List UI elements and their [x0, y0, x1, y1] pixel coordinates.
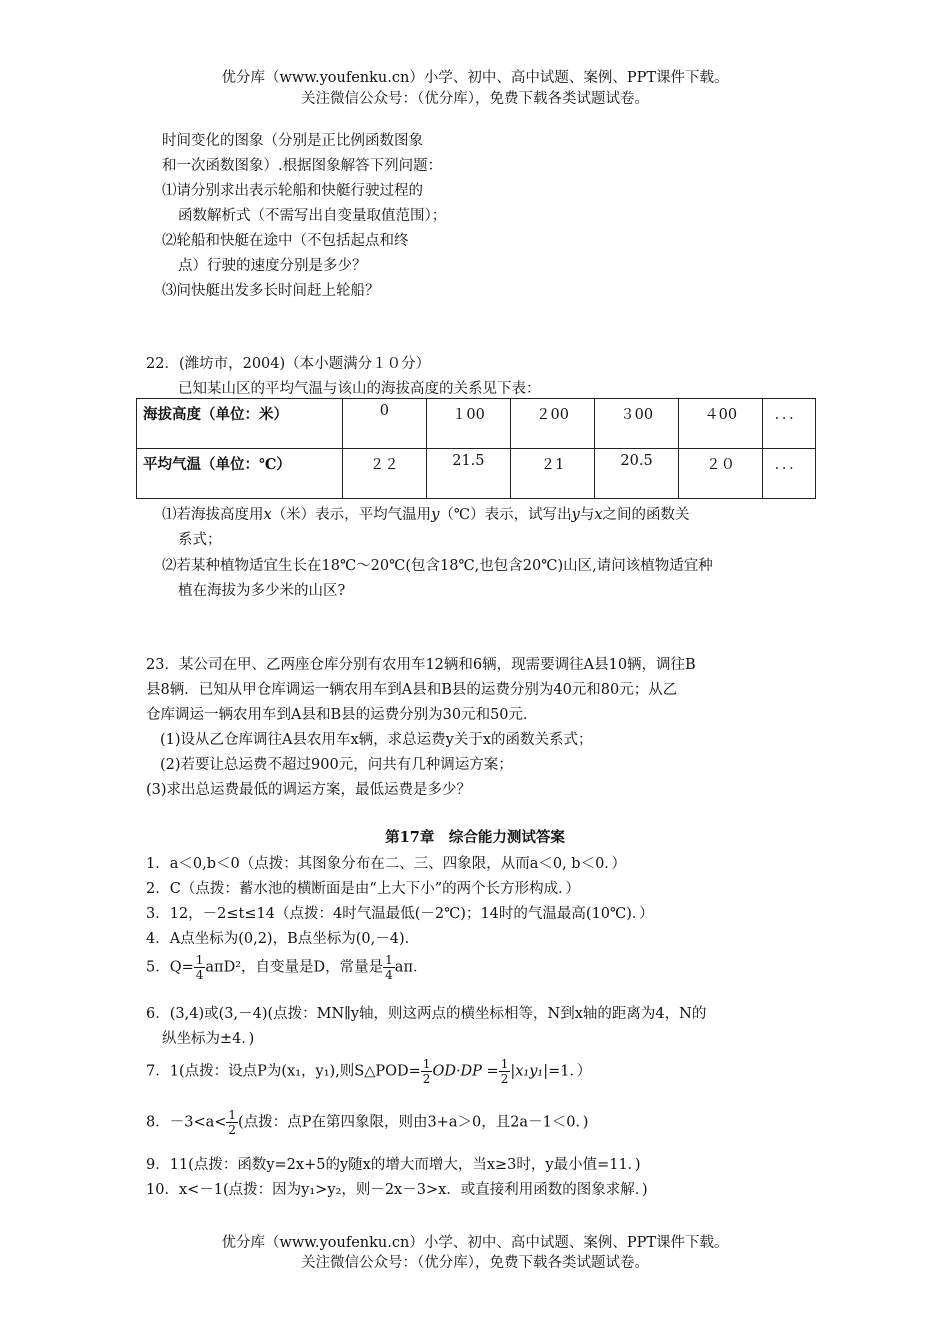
table-cell: ２00 [510, 399, 594, 449]
q21-line-5: ⑵轮船和快艇在途中（不包括起点和终 [162, 233, 409, 249]
footer-line-2: 关注微信公众号：（优分库），免费下载各类试题试卷。 [301, 1255, 649, 1271]
table-cell: ２1 [510, 449, 594, 499]
table-cell: 0 [342, 399, 426, 449]
q22-part-1-cont: 系式； [178, 532, 222, 548]
table-cell: ２０ [679, 449, 763, 499]
q21-line-3: ⑴请分别求出表示轮船和快艇行驶过程的 [162, 183, 423, 199]
q22-part-1: ⑴若海拔高度用x（米）表示，平均气温用y（℃）表示，试写出y与x之间的函数关 [162, 507, 690, 523]
q21-line-6: 点）行驶的速度分别是多少？ [178, 258, 367, 274]
table-cell-ellipsis: ．．． [763, 449, 816, 499]
q23-line-4: (1)设从乙仓库调往A县农用车x辆，求总运费y关于x的函数关系式； [160, 732, 593, 748]
answer-10: 10．x<－1(点拨：因为y₁>y₂，则－2x－3>x．或直接利用函数的图象求解．) [146, 1182, 648, 1198]
table-cell: 21.5 [426, 449, 510, 499]
fraction-one-quarter: $\frac{1}{4}$ [385, 953, 393, 982]
answer-6: 6．(3,4)或(3,－4)(点拨：MN∥y轴，则这两点的横坐标相等，N到x轴的距离为4，N的 [146, 1006, 707, 1022]
q21-line-7: ⑶问快艇出发多长时间赶上轮船？ [162, 283, 380, 299]
footer-line-1: 优分库（www.youfenku.cn）小学、初中、高中试题、案例、PPT课件下载。 [221, 1235, 729, 1251]
answers-title: 第17章 综合能力测试答案 [385, 829, 565, 846]
table-row [137, 449, 816, 499]
fraction-one-half: $\frac{1}{2}$ [500, 1057, 509, 1086]
answer-8: 8．－3<a< $\frac{1}{2}$ (点拨：点P在第四象限，则由3+a＞0，且2a－1＜0．) [146, 1108, 589, 1137]
q23-line-6: (3)求出总运费最低的调运方案，最低运费是多少？ [146, 782, 472, 798]
header-line-1: 优分库（www.youfenku.cn）小学、初中、高中试题、案例、PPT课件下载。 [221, 70, 729, 86]
table-cell-ellipsis: ．．． [763, 399, 816, 449]
table-cell: ２２ [342, 449, 426, 499]
table-cell: ４00 [679, 399, 763, 449]
table-cell: ３00 [594, 399, 678, 449]
table-row [137, 399, 816, 449]
answer-4: 4．A点坐标为(0,2)，B点坐标为(0,－4)． [146, 931, 420, 947]
row-header-temperature: 平均气温（单位：℃） [137, 449, 343, 499]
q22-intro: 已知某山区的平均气温与该山的海拔高度的关系见下表： [178, 381, 541, 397]
fraction-one-half: $\frac{1}{2}$ [422, 1057, 431, 1086]
answer-1: 1．a＜0,b＜0（点拨：其图象分布在二、三、四象限，从而a＜0, b＜0．） [146, 856, 627, 872]
answer-9: 9．11(点拨：函数y=2x+5的y随x的增大而增大，当x≥3时，y最小值=11．) [146, 1157, 641, 1173]
q22-part-2-cont: 植在海拔为多少米的山区? [178, 583, 346, 599]
q22-title: 22．(潍坊市，2004)（本小题满分１０分） [146, 356, 431, 372]
q22-part-2: ⑵若某种植物适宜生长在18℃～20℃(包含18℃,也包含20℃)山区,请问该植物适宜种 [162, 558, 713, 574]
table-cell: 20.5 [594, 449, 678, 499]
header-line-2: 关注微信公众号：（优分库），免费下载各类试题试卷。 [301, 91, 649, 107]
table-cell: １00 [426, 399, 510, 449]
q23-line-1: 23．某公司在甲、乙两座仓库分别有农用车12辆和6辆，现需要调往A县10辆，调往B [146, 657, 696, 673]
row-header-altitude: 海拔高度（单位：米） [137, 399, 343, 449]
fraction-one-half: $\frac{1}{2}$ [228, 1108, 237, 1137]
answer-6-cont: 纵坐标为±4．) [162, 1031, 255, 1047]
answer-3: 3．12，－2≤t≤14（点拨：4时气温最低(－2℃)；14时的气温最高(10℃)．） [146, 906, 654, 922]
q21-line-2: 和一次函数图象）.根据图象解答下列问题： [162, 158, 443, 174]
answer-5: 5．Q= $\frac{1}{4}$ aπD²，自变量是D，常量是 $\frac{1}{4}$ aπ． [146, 953, 428, 982]
q23-line-3: 仓库调运一辆农用车到A县和B县的运费分别为30元和50元． [146, 707, 538, 723]
altitude-temperature-table [136, 398, 816, 499]
fraction-one-quarter: $\frac{1}{4}$ [195, 953, 204, 982]
q23-line-5: (2)若要让总运费不超过900元，问共有几种调运方案； [160, 757, 513, 773]
q21-line-1: 时间变化的图象（分别是正比例函数图象 [162, 133, 423, 149]
answer-7: 7．1(点拨：设点P为(x₁，y₁),则S△POD= $\frac{1}{2}$ OD·DP = $\frac{1}{2}$ |x₁y₁|=1．） [146, 1057, 592, 1086]
answer-2: 2．C（点拨：蓄水池的横断面是由“上大下小”的两个长方形构成．） [146, 881, 580, 897]
q23-line-2: 县8辆．已知从甲仓库调运一辆农用车到A县和B县的运费分别为40元和80元；从乙 [146, 682, 678, 698]
q21-line-4: 函数解析式（不需写出自变量取值范围）； [178, 208, 447, 224]
